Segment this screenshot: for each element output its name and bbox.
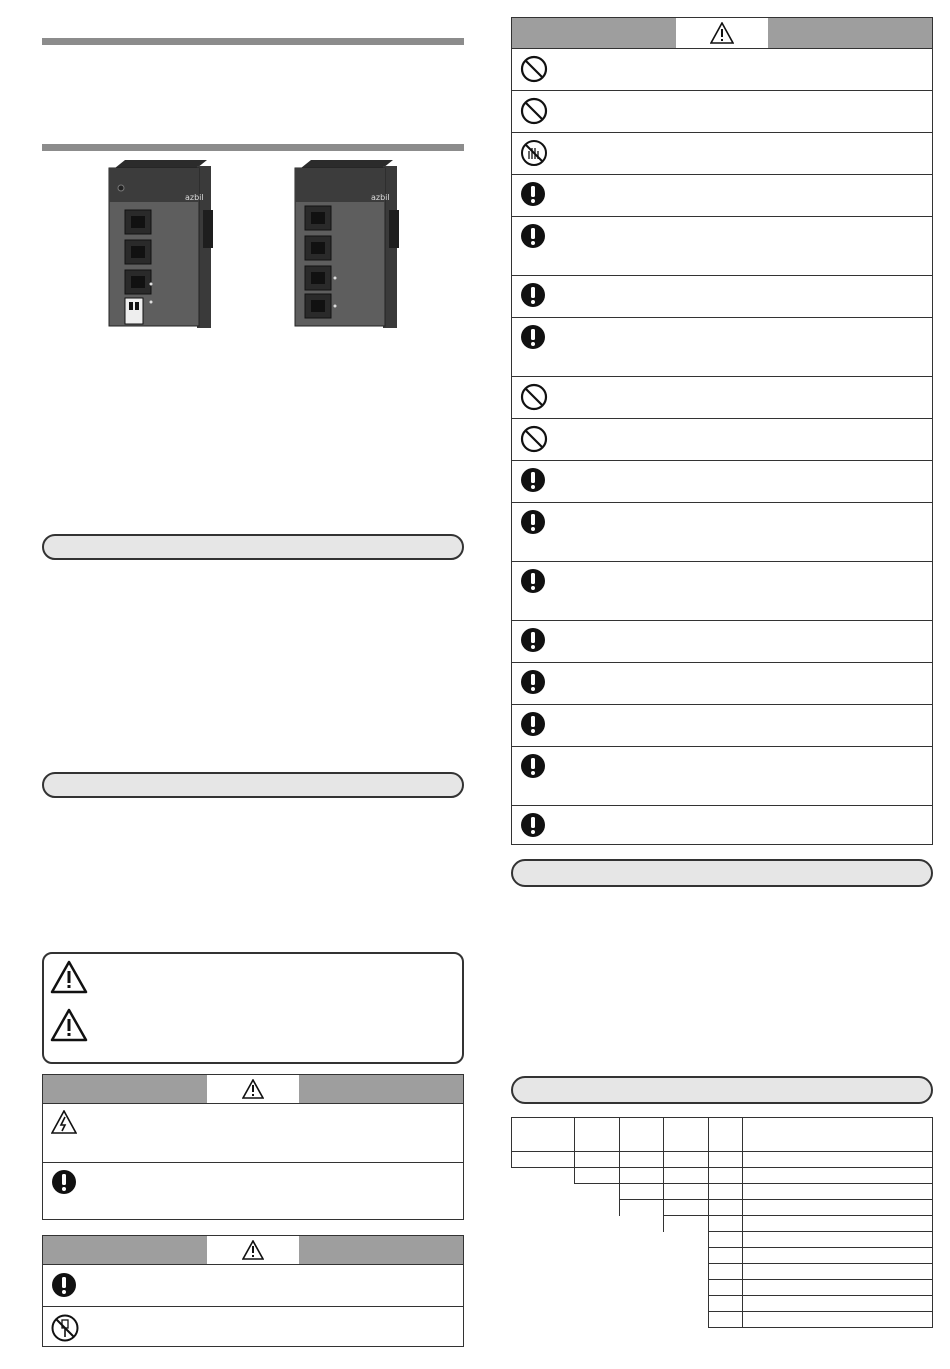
mandatory-icon	[520, 324, 546, 355]
top-rule	[42, 38, 464, 45]
no-disassembly-icon	[51, 1314, 79, 1342]
section-heading-pill-3	[511, 859, 933, 887]
caution-row	[512, 704, 932, 746]
caution-table-header	[43, 1236, 463, 1264]
warning-table	[42, 1074, 464, 1220]
caution-row	[512, 662, 932, 704]
product-image-fiber	[105, 160, 217, 328]
mandatory-icon	[520, 669, 546, 700]
mandatory-icon	[520, 223, 546, 254]
mandatory-icon	[520, 509, 546, 540]
mandatory-icon	[51, 1169, 77, 1195]
caution-row	[512, 460, 932, 502]
mandatory-icon	[51, 1272, 77, 1298]
caution-row	[512, 48, 932, 90]
mandatory-icon	[520, 568, 546, 599]
caution-row	[512, 132, 932, 174]
prohibition-icon	[520, 425, 548, 458]
second-rule	[42, 144, 464, 151]
mandatory-icon	[520, 711, 546, 742]
prohibition-icon	[520, 97, 548, 130]
caution-row	[512, 90, 932, 132]
svg-text:azbil: azbil	[371, 193, 390, 202]
warning-row-mandatory	[43, 1162, 463, 1221]
model-number-table	[511, 1117, 933, 1328]
caution-row	[512, 746, 932, 805]
warning-table-header	[43, 1075, 463, 1103]
caution-row	[512, 317, 932, 376]
caution-icon	[50, 1008, 88, 1042]
caution-row-mandatory	[43, 1264, 463, 1306]
caution-row	[512, 620, 932, 662]
warning-icon	[242, 1240, 264, 1260]
prohibition-icon	[520, 383, 548, 416]
caution-row	[512, 174, 932, 216]
product-image-rj45	[291, 160, 403, 328]
no-touch-icon	[520, 139, 548, 172]
svg-text:azbil: azbil	[185, 193, 204, 202]
warning-row-electric	[43, 1103, 463, 1162]
prohibition-icon	[520, 55, 548, 88]
caution-row	[512, 216, 932, 275]
caution-table-right	[511, 17, 933, 845]
caution-row-no-disassembly	[43, 1306, 463, 1348]
caution-row	[512, 502, 932, 561]
caution-table-right-header	[512, 18, 932, 48]
signal-word-legend	[42, 952, 464, 1064]
caution-row	[512, 561, 932, 620]
caution-table-left	[42, 1235, 464, 1347]
mandatory-icon	[520, 812, 546, 843]
mandatory-icon	[520, 627, 546, 658]
caution-row	[512, 376, 932, 418]
warning-icon	[710, 22, 734, 44]
caution-row	[512, 805, 932, 863]
caution-row	[512, 418, 932, 460]
section-heading-pill-4	[511, 1076, 933, 1104]
mandatory-icon	[520, 753, 546, 784]
caution-row	[512, 275, 932, 317]
warning-icon	[242, 1079, 264, 1099]
mandatory-icon	[520, 282, 546, 313]
section-heading-pill-1	[42, 534, 464, 560]
section-heading-pill-2	[42, 772, 464, 798]
mandatory-icon	[520, 181, 546, 212]
warning-icon	[50, 960, 88, 994]
electric-shock-icon	[51, 1110, 77, 1134]
mandatory-icon	[520, 467, 546, 498]
